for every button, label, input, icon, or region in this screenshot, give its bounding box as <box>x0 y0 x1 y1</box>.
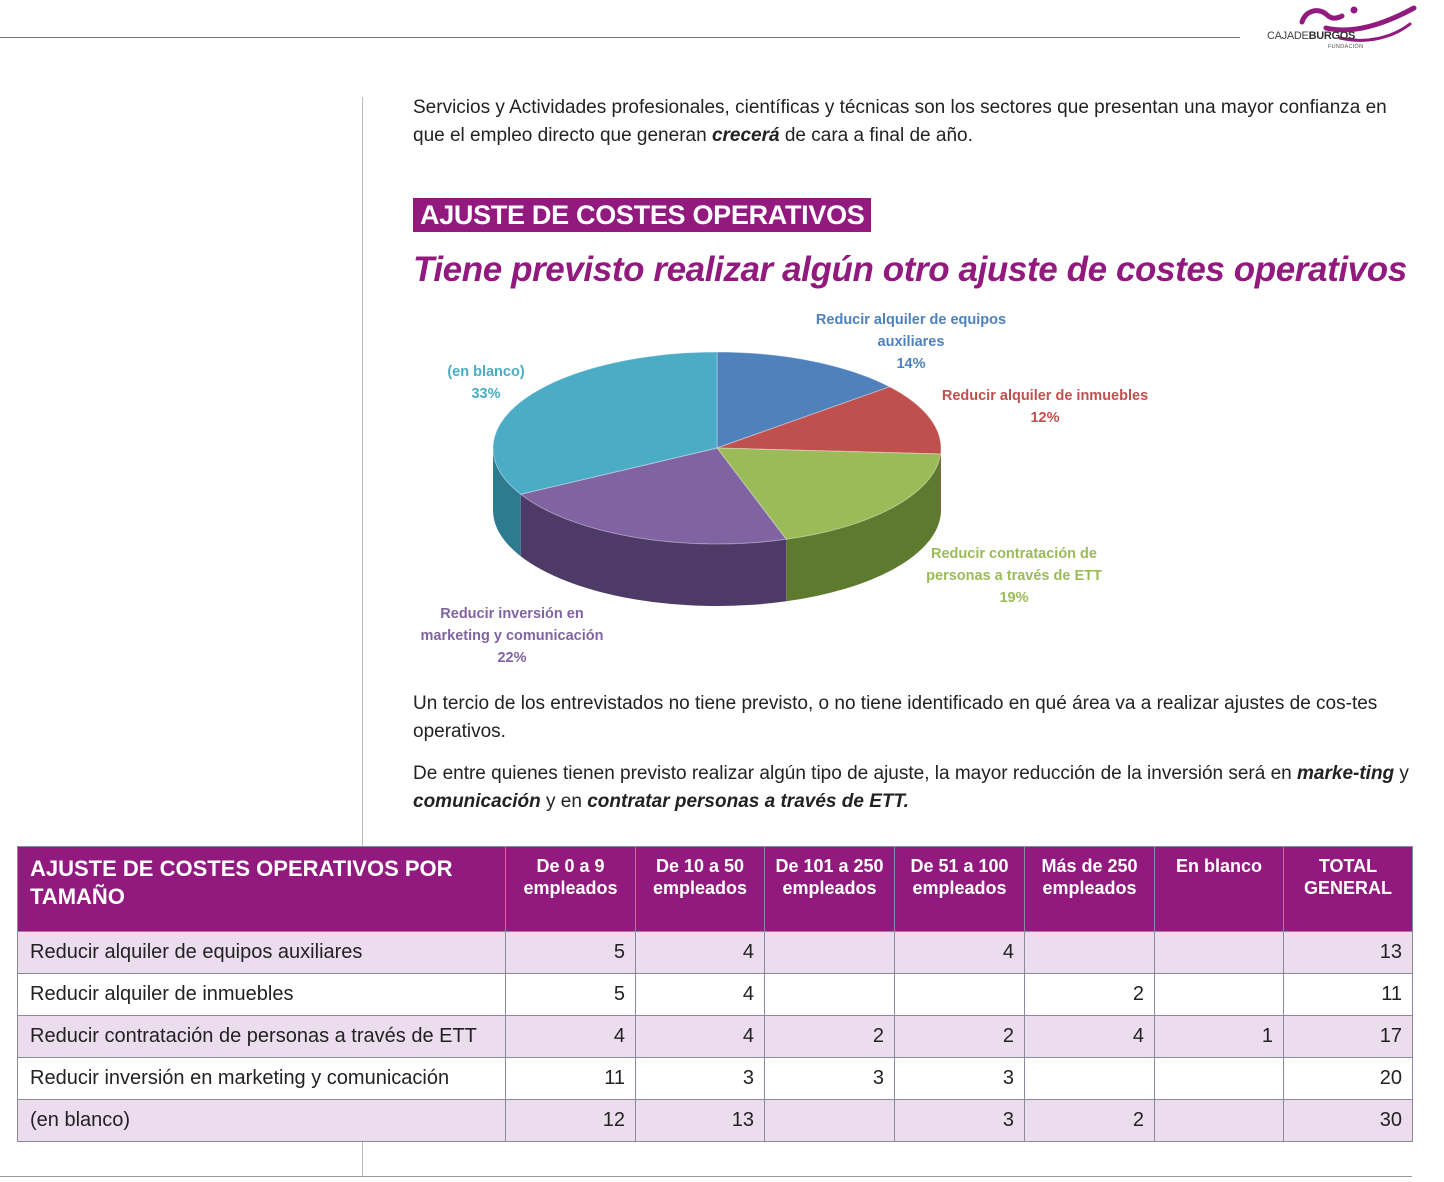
slice-percent-label: 14% <box>896 356 926 372</box>
table-row <box>18 1058 1413 1100</box>
value-cell: 3 <box>895 1100 1025 1142</box>
table-row <box>18 974 1413 1016</box>
value-cell: 11 <box>506 1058 636 1100</box>
value-cell: 3 <box>636 1058 765 1100</box>
slice-category-label: auxiliares <box>877 334 945 350</box>
value-cell: 4 <box>895 932 1025 974</box>
value-cell: 13 <box>1284 932 1413 974</box>
header-cell: En blanco <box>1155 847 1284 932</box>
value-cell: 4 <box>636 974 765 1016</box>
value-cell: 4 <box>1025 1016 1155 1058</box>
value-cell: 2 <box>895 1016 1025 1058</box>
table-row <box>18 1016 1413 1058</box>
slice-category-label: personas a través de ETT <box>926 568 1102 584</box>
slice-percent-label: 19% <box>999 590 1029 606</box>
bottom-rule <box>0 1176 1412 1177</box>
value-cell: 5 <box>506 974 636 1016</box>
value-cell <box>1025 932 1155 974</box>
table-row <box>18 1100 1413 1142</box>
value-cell <box>765 974 895 1016</box>
value-cell: 20 <box>1284 1058 1413 1100</box>
header-cell: De 0 a 9 empleados <box>506 847 636 932</box>
value-cell: 4 <box>506 1016 636 1058</box>
value-cell <box>895 974 1025 1016</box>
row-label-cell: Reducir alquiler de equipos auxiliares <box>18 932 506 974</box>
row-label-cell: Reducir inversión en marketing y comunicación <box>18 1058 506 1100</box>
value-cell: 3 <box>765 1058 895 1100</box>
value-cell <box>765 932 895 974</box>
value-cell: 12 <box>506 1100 636 1142</box>
cajadeburgos-logo <box>1262 4 1422 60</box>
value-cell: 17 <box>1284 1016 1413 1058</box>
slice-category-label: Reducir inversión en <box>440 606 584 622</box>
value-cell <box>1155 1100 1284 1142</box>
slice-category-label: marketing y comunicación <box>420 628 604 644</box>
row-label-cell: Reducir alquiler de inmuebles <box>18 974 506 1016</box>
table-row <box>18 932 1413 974</box>
header-cell: TOTAL GENERAL <box>1284 847 1413 932</box>
value-cell: 1 <box>1155 1016 1284 1058</box>
summary-paragraph: Un tercio de los entrevistados no tiene previsto, o no tiene identificado en qué área va a realizar ajustes de cos-tes operativos. <box>413 693 1378 742</box>
logo-wordmark: CAJADEBURGOS <box>1267 30 1356 42</box>
value-cell: 4 <box>636 1016 765 1058</box>
value-cell: 4 <box>636 932 765 974</box>
top-rule <box>0 37 1240 38</box>
value-cell <box>1025 1058 1155 1100</box>
slice-category-label: Reducir contratación de <box>931 546 1097 562</box>
slice-percent-label: 12% <box>1030 410 1060 426</box>
slice-percent-label: 22% <box>497 650 527 666</box>
value-cell: 2 <box>765 1016 895 1058</box>
table-header-row <box>18 847 1413 932</box>
logo-subtitle: FUNDACIÓN <box>1328 44 1364 50</box>
value-cell <box>1155 1058 1284 1100</box>
value-cell <box>1155 974 1284 1016</box>
detail-paragraph: De entre quienes tienen previsto realizar algún tipo de ajuste, la mayor reducción de la inversión será en marke-ting y comunicación y en contratar personas a través de ETT. <box>413 763 1409 812</box>
intro-paragraph: Servicios y Actividades profesionales, científicas y técnicas son los sectores que presentan una mayor confianza en que el empleo directo que generan crecerá de cara a final de año. <box>413 97 1387 146</box>
slice-category-label: (en blanco) <box>447 364 525 380</box>
pie-chart <box>380 300 1200 680</box>
header-cell: De 10 a 50 empleados <box>636 847 765 932</box>
section-heading: AJUSTE DE COSTES OPERATIVOS <box>413 198 871 232</box>
header-cell: De 51 a 100 empleados <box>895 847 1025 932</box>
value-cell: 11 <box>1284 974 1413 1016</box>
value-cell: 30 <box>1284 1100 1413 1142</box>
value-cell <box>1155 932 1284 974</box>
value-cell: 5 <box>506 932 636 974</box>
chart-title: Tiene previsto realizar algún otro ajuste de costes operativos <box>413 250 1407 289</box>
slice-category-label: Reducir alquiler de inmuebles <box>941 388 1149 404</box>
value-cell <box>765 1100 895 1142</box>
value-cell: 3 <box>895 1058 1025 1100</box>
header-cell: Más de 250 empleados <box>1025 847 1155 932</box>
header-cell: AJUSTE DE COSTES OPERATIVOS POR TAMAÑO <box>18 847 506 932</box>
slice-percent-label: 33% <box>471 386 501 402</box>
value-cell: 13 <box>636 1100 765 1142</box>
row-label-cell: Reducir contratación de personas a través de ETT <box>18 1016 506 1058</box>
value-cell: 2 <box>1025 974 1155 1016</box>
header-cell: De 101 a 250 empleados <box>765 847 895 932</box>
slice-category-label: Reducir alquiler de equipos <box>815 312 1007 328</box>
value-cell: 2 <box>1025 1100 1155 1142</box>
row-label-cell: (en blanco) <box>18 1100 506 1142</box>
costs-by-size-table <box>17 846 1413 1142</box>
